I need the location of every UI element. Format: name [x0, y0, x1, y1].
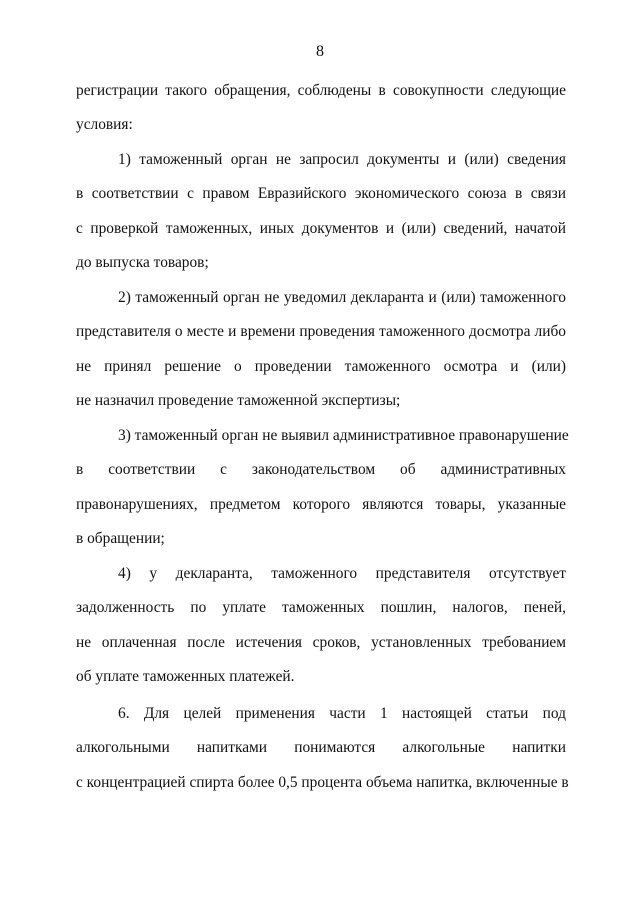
text-line: с проверкой таможенных, иных документов и (или) сведений, начатой	[76, 220, 566, 237]
text-line: алкогольными напитками понимаются алкогольные напитки	[76, 739, 566, 756]
text-line: 3) таможенный орган не выявил административное правонарушение	[118, 427, 569, 444]
text-line: 6. Для целей применения части 1 настоящей статьи под	[118, 705, 566, 722]
text-line: представителя о месте и времени проведения таможенного досмотра либо	[76, 323, 566, 340]
text-line: в соответствии с правом Евразийского экономического союза в связи	[76, 185, 566, 202]
text-line: 2) таможенный орган не уведомил декларанта и (или) таможенного	[118, 289, 566, 306]
text-line: до выпуска товаров;	[76, 254, 209, 271]
text-line: не назначил проведение таможенной экспертизы;	[76, 392, 401, 409]
text-line: в соответствии с законодательством об административных	[76, 461, 566, 478]
text-line: задолженность по уплате таможенных пошлин, налогов, пеней,	[76, 599, 566, 616]
text-line: 4) у декларанта, таможенного представителя отсутствует	[118, 565, 566, 582]
text-line: об уплате таможенных платежей.	[76, 668, 295, 685]
text-line: правонарушениях, предметом которого являются товары, указанные	[76, 496, 566, 513]
text-line: с концентрацией спирта более 0,5 процента объема напитка, включенные в	[76, 774, 569, 791]
page-number: 8	[316, 43, 324, 60]
text-line: условия:	[76, 116, 133, 133]
text-line: регистрации такого обращения, соблюдены в совокупности следующие	[76, 82, 566, 99]
text-line: 1) таможенный орган не запросил документы и (или) сведения	[118, 151, 566, 168]
text-line: не оплаченная после истечения сроков, установленных требованием	[76, 634, 566, 651]
text-line: не принял решение о проведении таможенного осмотра и (или)	[76, 358, 566, 375]
text-line: в обращении;	[76, 530, 165, 547]
